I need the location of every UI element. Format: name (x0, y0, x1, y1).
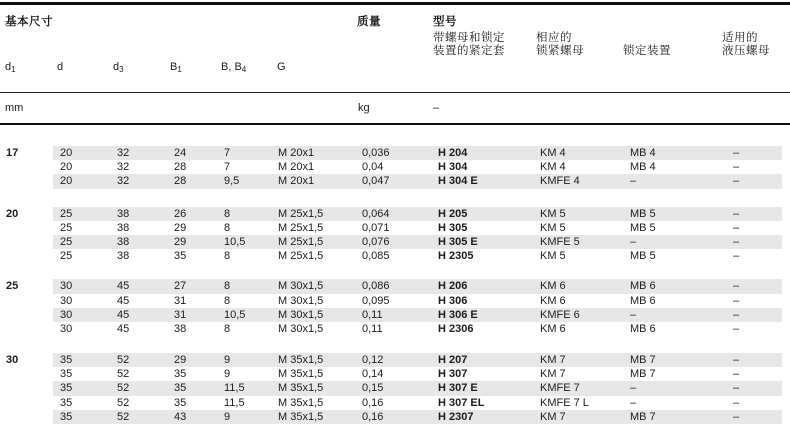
cell-lock-nut: KM 4 (540, 147, 566, 159)
cell-mass: 0,11 (362, 308, 383, 321)
cell-mass: 0,076 (362, 235, 390, 248)
units-divider-rule (0, 92, 790, 93)
cell-designation: H 206 (438, 280, 468, 293)
cell-lock-device: – (630, 308, 637, 321)
cell-b-b4: 10,5 (224, 308, 246, 321)
table-row (53, 207, 782, 221)
unit-kg: kg (358, 102, 370, 114)
cell-d: 30 (60, 280, 73, 293)
cell-designation: H 205 (438, 207, 468, 220)
cell-d: 35 (60, 368, 73, 381)
cell-b-b4: 10,5 (224, 235, 246, 248)
cell-lock-nut: KM 7 (540, 410, 566, 423)
cell-d: 35 (60, 396, 73, 409)
table-row (53, 410, 782, 424)
locknut-subheader-line1: 相应的 (536, 32, 572, 44)
table-row (53, 396, 782, 410)
cell-lock-device: MB 6 (630, 280, 656, 293)
cell-d3: 45 (117, 308, 130, 321)
cell-mass: 0,047 (362, 175, 390, 188)
cell-lock-device: MB 5 (630, 250, 656, 263)
cell-b1: 35 (174, 382, 187, 395)
cell-lock-device: – (630, 175, 637, 188)
cell-designation: H 305 E (438, 235, 478, 248)
cell-hydraulic-nut: – (733, 382, 740, 395)
cell-lock-device: MB 5 (630, 207, 656, 220)
cell-d: 35 (60, 410, 73, 423)
table-row (53, 322, 782, 336)
cell-d3: 52 (117, 410, 130, 423)
cell-lock-nut: KMFE 5 (540, 235, 580, 248)
cell-d3: 45 (117, 322, 130, 335)
cell-d: 30 (60, 294, 73, 307)
table-row (53, 174, 782, 188)
cell-hydraulic-nut: – (733, 147, 740, 159)
cell-b-b4: 9 (224, 354, 231, 367)
size-group-17 (0, 146, 790, 189)
cell-d: 25 (60, 207, 73, 220)
cell-b1: 31 (174, 308, 187, 321)
cell-b-b4: 7 (224, 161, 231, 174)
cell-mass: 0,12 (362, 354, 384, 367)
cell-lock-nut: KMFE 7 (540, 382, 580, 395)
cell-designation: H 307 E (438, 382, 478, 395)
table-row (53, 353, 782, 367)
cell-d3: 52 (117, 396, 130, 409)
cell-lock-nut: KMFE 7 L (540, 396, 589, 409)
column-symbol-d3: $d_3$ (113, 61, 124, 74)
cell-d3: 45 (117, 280, 130, 293)
cell-b1: 27 (174, 280, 187, 293)
cell-thread-g: M 35x1,5 (278, 382, 324, 395)
cell-b1: 24 (174, 147, 187, 159)
cell-b-b4: 8 (224, 250, 231, 263)
table-row (53, 279, 782, 293)
cell-thread-g: M 35x1,5 (278, 368, 324, 381)
cell-lock-nut: KM 5 (540, 207, 566, 220)
cell-designation: H 307 (438, 368, 468, 381)
cell-designation: H 306 E (438, 308, 478, 321)
group-d1-label: 20 (6, 207, 19, 220)
cell-lock-nut: KMFE 4 (540, 175, 580, 188)
top-rule (0, 2, 790, 5)
unit-mm: mm (5, 102, 24, 114)
cell-lock-device: MB 5 (630, 221, 656, 234)
cell-d: 30 (60, 322, 73, 335)
cell-thread-g: M 20x1 (278, 147, 315, 159)
cell-mass: 0,086 (362, 280, 390, 293)
cell-b1: 28 (174, 175, 187, 188)
cell-mass: 0,16 (362, 410, 384, 423)
unit-dash: – (433, 102, 440, 114)
cell-lock-device: MB 7 (630, 354, 656, 367)
cell-mass: 0,085 (362, 250, 390, 263)
cell-thread-g: M 30x1,5 (278, 308, 324, 321)
cell-hydraulic-nut: – (733, 280, 740, 293)
cell-lock-device: – (630, 396, 637, 409)
cell-d3: 32 (117, 175, 130, 188)
cell-b-b4: 8 (224, 207, 231, 220)
column-symbol-g: G (277, 61, 286, 73)
cell-d: 35 (60, 354, 73, 367)
cell-d3: 52 (117, 354, 130, 367)
cell-designation: H 305 (438, 221, 468, 234)
cell-hydraulic-nut: – (733, 235, 740, 248)
cell-thread-g: M 25x1,5 (278, 221, 324, 234)
cell-mass: 0,04 (362, 161, 384, 174)
table-row (53, 160, 782, 174)
cell-d: 25 (60, 221, 73, 234)
basic-dimensions-header: 基本尺寸 (5, 16, 53, 28)
cell-designation: H 207 (438, 354, 468, 367)
cell-b1: 29 (174, 354, 187, 367)
cell-d3: 32 (117, 147, 130, 159)
cell-mass: 0,11 (362, 322, 383, 335)
cell-d: 25 (60, 250, 73, 263)
cell-lock-nut: KM 6 (540, 294, 566, 307)
cell-mass: 0,095 (362, 294, 390, 307)
cell-lock-device: MB 4 (630, 147, 656, 159)
column-symbol-b1: $B_1$ (170, 61, 182, 74)
cell-hydraulic-nut: – (733, 396, 740, 409)
cell-b1: 35 (174, 368, 187, 381)
cell-hydraulic-nut: – (733, 207, 740, 220)
cell-d: 35 (60, 382, 73, 395)
cell-hydraulic-nut: – (733, 294, 740, 307)
table-row (53, 235, 782, 249)
cell-hydraulic-nut: – (733, 322, 740, 335)
cell-lock-device: MB 7 (630, 410, 656, 423)
column-symbol-d1: $d_1$ (5, 61, 16, 74)
cell-lock-nut: KM 5 (540, 221, 566, 234)
table-row (53, 249, 782, 263)
table-row (53, 294, 782, 308)
cell-d3: 45 (117, 294, 130, 307)
size-group-20 (0, 207, 790, 264)
cell-d: 20 (60, 147, 73, 159)
cell-d3: 38 (117, 235, 130, 248)
cell-b1: 26 (174, 207, 187, 220)
cell-b-b4: 8 (224, 221, 231, 234)
group-d1-label: 30 (6, 354, 19, 367)
cell-b-b4: 7 (224, 147, 231, 159)
cell-lock-nut: KM 4 (540, 161, 566, 174)
cell-thread-g: M 25x1,5 (278, 235, 324, 248)
cell-d: 20 (60, 175, 73, 188)
cell-mass: 0,064 (362, 207, 390, 220)
cell-b-b4: 11,5 (224, 382, 245, 395)
mass-header: 质量 (357, 16, 381, 28)
hydraulic-nut-header-line1: 适用的 (722, 32, 758, 44)
cell-d: 30 (60, 308, 73, 321)
cell-d3: 38 (117, 207, 130, 220)
designation-subheader-line1: 带螺母和锁定 (433, 32, 505, 44)
size-group-25 (0, 279, 790, 336)
cell-designation: H 204 (438, 147, 468, 159)
cell-lock-device: – (630, 382, 637, 395)
cell-designation: H 304 E (438, 175, 478, 188)
cell-b1: 43 (174, 410, 187, 423)
cell-hydraulic-nut: – (733, 161, 740, 174)
hydraulic-nut-header-line2: 液压螺母 (722, 45, 770, 57)
cell-thread-g: M 25x1,5 (278, 207, 324, 220)
group-d1-label: 17 (6, 147, 19, 159)
cell-lock-nut: KM 7 (540, 368, 566, 381)
cell-lock-device: MB 6 (630, 294, 656, 307)
designation-header: 型号 (433, 16, 457, 28)
cell-designation: H 306 (438, 294, 468, 307)
cell-designation: H 304 (438, 161, 468, 174)
cell-thread-g: M 20x1 (278, 175, 315, 188)
cell-mass: 0,071 (362, 221, 390, 234)
cell-thread-g: M 35x1,5 (278, 410, 324, 423)
cell-b1: 35 (174, 250, 187, 263)
cell-lock-nut: KM 6 (540, 322, 566, 335)
cell-lock-device: MB 6 (630, 322, 656, 335)
cell-d3: 32 (117, 161, 130, 174)
cell-b-b4: 8 (224, 280, 231, 293)
table-body (0, 146, 790, 424)
cell-hydraulic-nut: – (733, 308, 740, 321)
cell-hydraulic-nut: – (733, 354, 740, 367)
cell-b1: 28 (174, 161, 187, 174)
column-symbol-d: d (57, 61, 64, 73)
cell-lock-nut: KM 7 (540, 354, 566, 367)
cell-d3: 52 (117, 382, 130, 395)
cell-b1: 35 (174, 396, 187, 409)
cell-b-b4: 9,5 (224, 175, 240, 188)
locking-device-header: 锁定装置 (623, 45, 671, 57)
group-d1-label: 25 (6, 280, 19, 293)
column-symbol-b-b4: B, $B_4$ (221, 61, 247, 74)
cell-d3: 52 (117, 368, 130, 381)
cell-b1: 29 (174, 235, 187, 248)
cell-hydraulic-nut: – (733, 368, 740, 381)
cell-thread-g: M 35x1,5 (278, 354, 324, 367)
cell-d3: 38 (117, 250, 130, 263)
cell-b1: 38 (174, 322, 187, 335)
cell-d: 20 (60, 161, 73, 174)
cell-mass: 0,14 (362, 368, 384, 381)
cell-mass: 0,16 (362, 396, 384, 409)
cell-thread-g: M 25x1,5 (278, 250, 324, 263)
cell-thread-g: M 30x1,5 (278, 294, 324, 307)
cell-d: 25 (60, 235, 73, 248)
cell-thread-g: M 20x1 (278, 161, 315, 174)
cell-b1: 31 (174, 294, 187, 307)
cell-mass: 0,15 (362, 382, 384, 395)
table-row (53, 146, 782, 160)
cell-b-b4: 8 (224, 294, 231, 307)
cell-designation: H 2305 (438, 250, 474, 263)
cell-lock-device: MB 4 (630, 161, 656, 174)
table-row (53, 221, 782, 235)
cell-b1: 29 (174, 221, 187, 234)
cell-b-b4: 8 (224, 322, 231, 335)
cell-hydraulic-nut: – (733, 221, 740, 234)
cell-lock-device: – (630, 235, 637, 248)
cell-b-b4: 11,5 (224, 396, 245, 409)
cell-designation: H 307 EL (438, 396, 485, 409)
cell-hydraulic-nut: – (733, 410, 740, 423)
locknut-subheader-line2: 锁紧螺母 (536, 45, 584, 57)
cell-d3: 38 (117, 221, 130, 234)
cell-lock-nut: KM 6 (540, 280, 566, 293)
cell-lock-nut: KM 5 (540, 250, 566, 263)
cell-hydraulic-nut: – (733, 250, 740, 263)
cell-lock-device: MB 7 (630, 368, 656, 381)
cell-mass: 0,036 (362, 147, 390, 159)
size-group-30 (0, 353, 790, 424)
cell-thread-g: M 35x1,5 (278, 396, 324, 409)
designation-subheader-line2: 装置的紧定套 (433, 45, 505, 57)
table-row (53, 308, 782, 322)
cell-thread-g: M 30x1,5 (278, 322, 324, 335)
cell-hydraulic-nut: – (733, 175, 740, 188)
table-row (53, 367, 782, 381)
table-row (53, 381, 782, 395)
cell-b-b4: 9 (224, 410, 231, 423)
cell-designation: H 2307 (438, 410, 474, 423)
header-body-rule (0, 123, 790, 125)
cell-thread-g: M 30x1,5 (278, 280, 324, 293)
cell-b-b4: 9 (224, 368, 231, 381)
cell-lock-nut: KMFE 6 (540, 308, 580, 321)
cell-designation: H 2306 (438, 322, 474, 335)
